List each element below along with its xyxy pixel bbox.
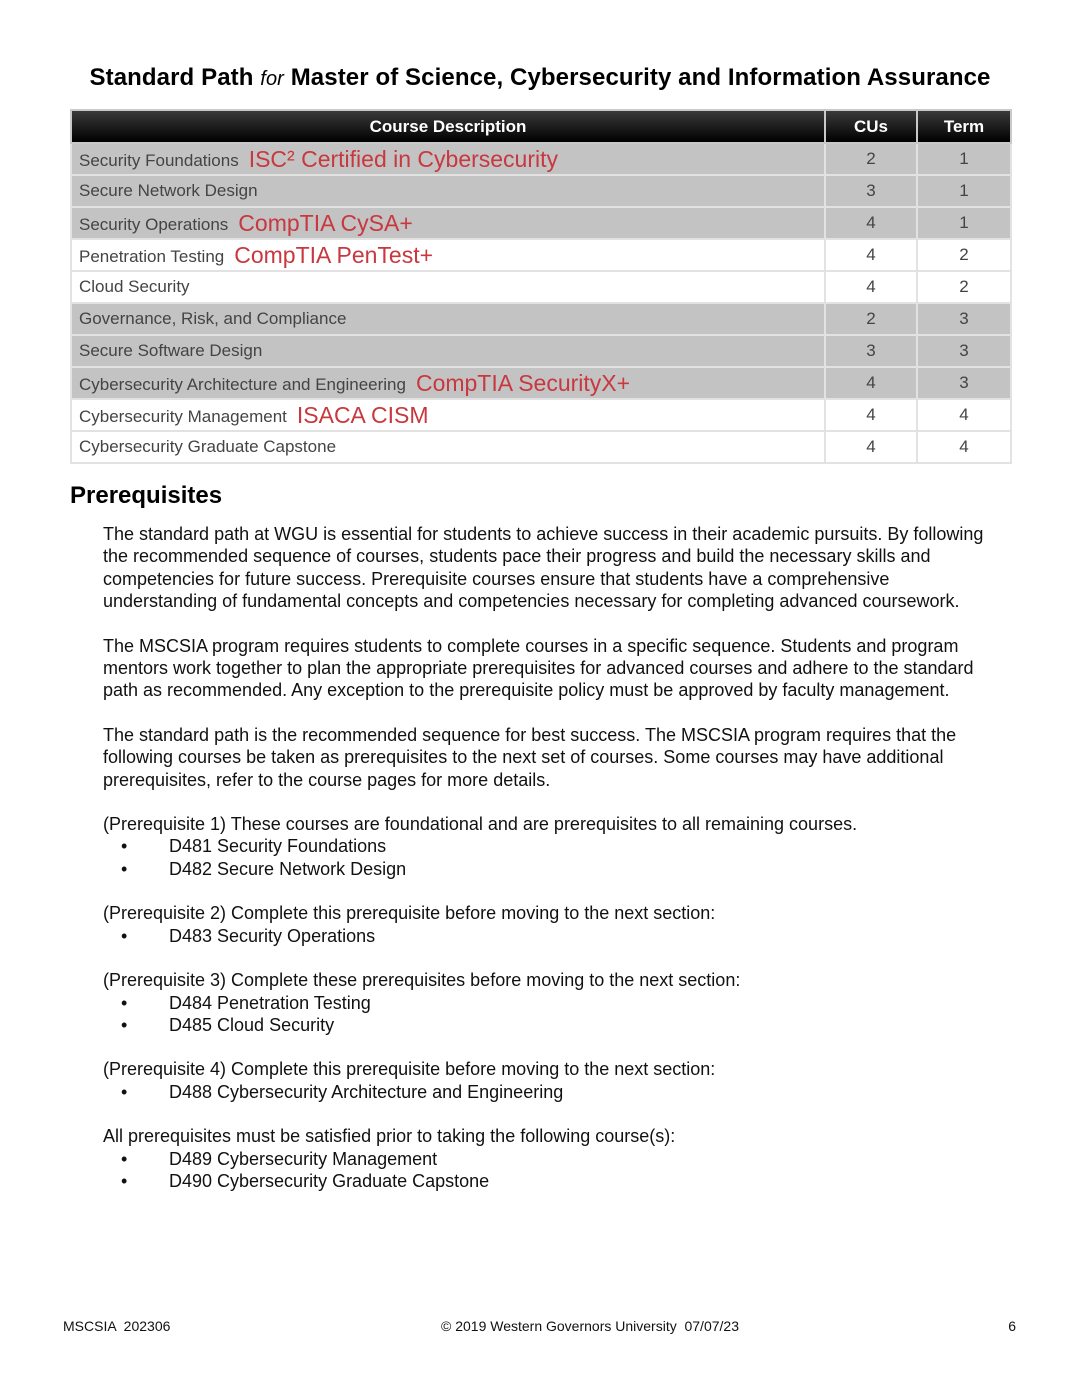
course-name: Secure Network Design (79, 181, 258, 200)
prerequisite-group-intro: All prerequisites must be satisfied prior to taking the following course(s): (103, 1126, 676, 1147)
term-cell: 1 (917, 143, 1011, 175)
course-cell (71, 431, 825, 463)
cus-cell: 4 (825, 239, 917, 271)
certification-label: ISC² Certified in Cybersecurity (248, 145, 559, 172)
header-term: Term (917, 110, 1011, 143)
prerequisites-heading: Prerequisites (70, 482, 223, 509)
prerequisite-course-item: • D484 Penetration Testing (103, 992, 1003, 1014)
title-part1: Standard Path (89, 64, 254, 91)
cus-cell: 4 (825, 271, 917, 303)
table-row (71, 271, 1011, 303)
prerequisite-group (103, 813, 1003, 880)
prerequisite-paragraphs (103, 523, 1003, 791)
course-name: Security Operations (79, 214, 229, 234)
certification-label: CompTIA CySA+ (238, 209, 413, 236)
term-cell: 1 (917, 207, 1011, 239)
body-paragraph: The standard path is the recommended sequence for best success. The MSCSIA program requires that the following courses be taken as prerequisites to the next set of courses. Some courses may have additional prerequisites, refer to the course pages for more details. (103, 724, 957, 790)
course-cell (71, 207, 825, 239)
prerequisite-group (103, 902, 1003, 947)
course-cell (71, 367, 825, 399)
cus-cell: 3 (825, 175, 917, 207)
table-row (71, 207, 1011, 239)
term-cell: 3 (917, 367, 1011, 399)
course-cell (71, 399, 825, 431)
prerequisite-course-list (103, 992, 1003, 1037)
term-cell: 4 (917, 431, 1011, 463)
term-cell: 4 (917, 399, 1011, 431)
course-cell (71, 303, 825, 335)
term-cell: 3 (917, 335, 1011, 367)
cus-cell: 2 (825, 303, 917, 335)
header-cus: CUs (825, 110, 917, 143)
body-paragraph: The standard path at WGU is essential for students to achieve success in their academic pursuits. By following the recommended sequence of courses, students pace their progress and build the necessary skills and competencies for future success. Prerequisite courses ensure that students have a comprehensive understanding of fundamental concepts and competencies necessary for completing advanced coursework. (103, 524, 984, 612)
course-name: Governance, Risk, and Compliance (79, 309, 347, 328)
footer-page-number: 6 (1008, 1318, 1016, 1334)
course-name: Cybersecurity Management (79, 406, 287, 426)
cus-cell: 4 (825, 399, 917, 431)
cus-cell: 2 (825, 143, 917, 175)
prerequisite-course-list (103, 1148, 1003, 1193)
table-row (71, 239, 1011, 271)
page-title (0, 64, 1080, 92)
table-row (71, 143, 1011, 175)
prerequisite-group-intro: (Prerequisite 1) These courses are foundational and are prerequisites to all remaining courses. (103, 814, 858, 835)
prerequisite-course-item: • D489 Cybersecurity Management (103, 1148, 1003, 1170)
course-name: Penetration Testing (79, 246, 225, 266)
cus-cell: 4 (825, 207, 917, 239)
cus-cell: 3 (825, 335, 917, 367)
table-row (71, 303, 1011, 335)
table-row (71, 431, 1011, 463)
course-name: Secure Software Design (79, 341, 263, 360)
prerequisite-groups (103, 813, 1003, 1192)
course-rows (71, 143, 1011, 463)
course-cell (71, 271, 825, 303)
table-row (71, 175, 1011, 207)
footer-doc-code: MSCSIA 202306 (63, 1318, 171, 1334)
prerequisite-group (103, 1058, 1003, 1103)
prerequisite-group-intro: (Prerequisite 3) Complete these prerequisites before moving to the next section: (103, 970, 741, 991)
term-cell: 2 (917, 239, 1011, 271)
prerequisite-course-list (103, 835, 1003, 880)
prerequisite-course-item: • D481 Security Foundations (103, 835, 1003, 857)
prerequisite-course-item: • D482 Secure Network Design (103, 858, 1003, 880)
certification-label: ISACA CISM (296, 401, 429, 428)
certification-label: CompTIA PenTest+ (234, 241, 434, 268)
prerequisite-group-intro: (Prerequisite 4) Complete this prerequisite before moving to the next section: (103, 1059, 716, 1080)
table-header-row (71, 110, 1011, 143)
term-cell: 2 (917, 271, 1011, 303)
course-cell (71, 175, 825, 207)
term-cell: 1 (917, 175, 1011, 207)
prerequisite-group (103, 1125, 1003, 1192)
prerequisite-course-item: • D488 Cybersecurity Architecture and Engineering (103, 1081, 1003, 1103)
course-table (70, 109, 1012, 464)
course-cell (71, 143, 825, 175)
prerequisite-course-list (103, 1081, 1003, 1103)
certification-label: CompTIA SecurityX+ (415, 369, 631, 396)
prerequisite-group (103, 969, 1003, 1036)
prerequisite-course-item: • D485 Cloud Security (103, 1014, 1003, 1036)
prerequisite-course-list (103, 925, 1003, 947)
course-name: Cybersecurity Graduate Capstone (79, 437, 337, 456)
prerequisite-group-intro: (Prerequisite 2) Complete this prerequisite before moving to the next section: (103, 903, 716, 924)
header-course-description: Course Description (71, 110, 825, 143)
footer-copyright: © 2019 Western Governors University 07/07/23 (441, 1318, 739, 1334)
term-cell: 3 (917, 303, 1011, 335)
table-row (71, 367, 1011, 399)
course-name: Security Foundations (79, 150, 239, 170)
body-paragraph: The MSCSIA program requires students to complete courses in a specific sequence. Students and program mentors work together to plan the appropriate prerequisites for advanced courses and adhere to the standard path as recommended. Any exception to the prerequisite policy must be approved by faculty management. (103, 635, 974, 701)
cus-cell: 4 (825, 431, 917, 463)
prerequisite-course-item: • D483 Security Operations (103, 925, 1003, 947)
title-part2: Master of Science, Cybersecurity and Information Assurance (290, 64, 991, 91)
course-cell (71, 335, 825, 367)
course-name: Cybersecurity Architecture and Engineering (79, 374, 406, 394)
title-for-word: for (260, 68, 284, 90)
prerequisites-body (103, 523, 1003, 1214)
course-cell (71, 239, 825, 271)
prerequisite-course-item: • D490 Cybersecurity Graduate Capstone (103, 1170, 1003, 1192)
table-row (71, 399, 1011, 431)
cus-cell: 4 (825, 367, 917, 399)
table-row (71, 335, 1011, 367)
course-name: Cloud Security (79, 277, 190, 296)
